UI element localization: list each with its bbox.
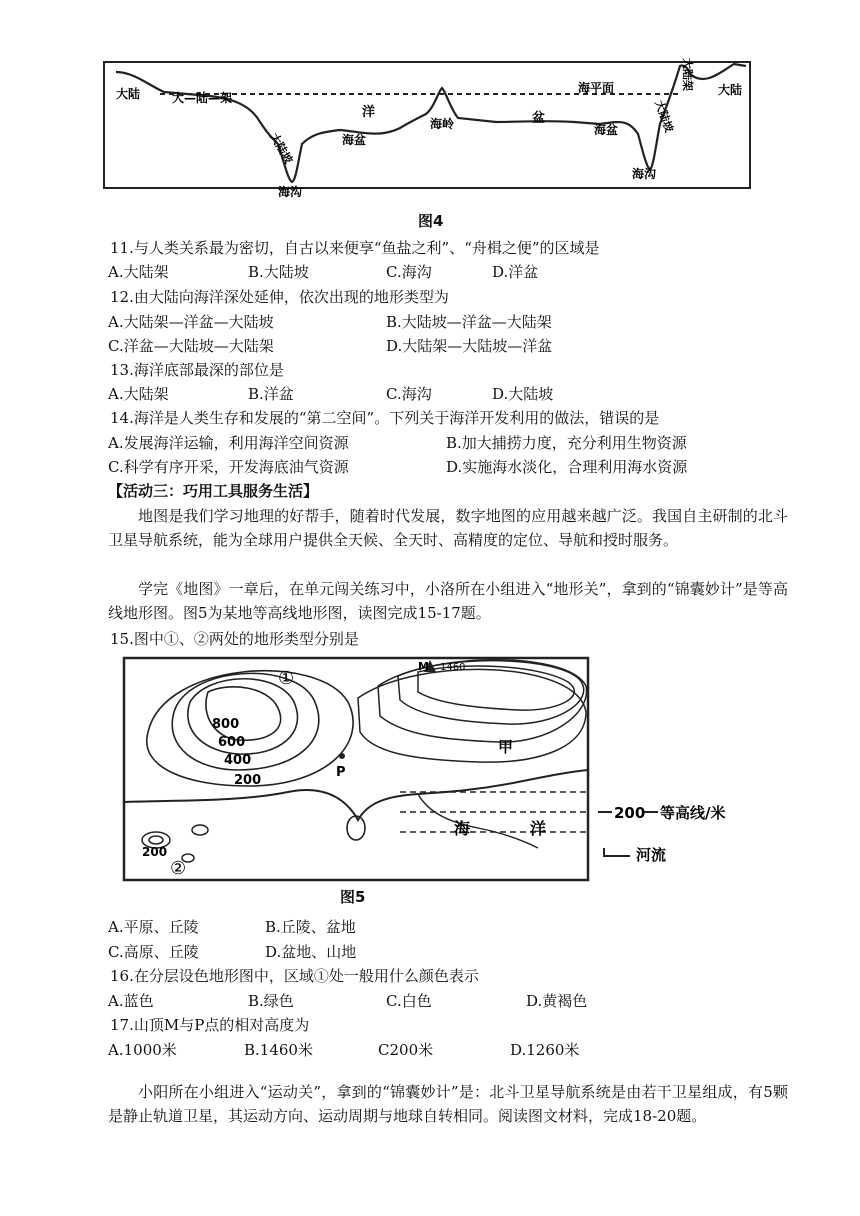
label-trench-right: 海沟 (632, 167, 657, 181)
q13-stem: 13.海洋底部最深的部位是 (110, 361, 284, 379)
label-region-2: ② (170, 858, 187, 879)
q17-option-b: B.1460米 (244, 1041, 313, 1059)
q14-option-a: A.发展海洋运输，利用海洋空间资源 (108, 434, 349, 452)
label-contour-800: 800 (212, 717, 240, 732)
contour-mountain-4 (358, 669, 586, 762)
label-continent-left: 大陆 (116, 87, 141, 101)
label-contour-200b: 200 (142, 845, 168, 859)
q15-option-c: C.高原、丘陵 (108, 943, 199, 961)
legend-river-label: 河流 (636, 846, 667, 864)
q11-option-a: A.大陆架 (108, 263, 169, 281)
label-slope-left: 大陆坡 (267, 131, 296, 167)
label-jia: 甲 (498, 738, 514, 756)
q11-option-d: D.洋盆 (492, 263, 539, 281)
label-shelf-right: 大陆架 (681, 58, 694, 91)
contour-map-diagram (118, 652, 768, 884)
river (418, 794, 538, 848)
q16-option-a: A.蓝色 (108, 992, 154, 1010)
q17-option-d: D.1260米 (510, 1041, 580, 1059)
figure-4-ocean-floor-profile (100, 52, 760, 210)
q11-option-c: C.海沟 (386, 263, 432, 281)
contour-800 (206, 687, 281, 740)
q12-option-c: C.洋盆—大陆坡—大陆架 (108, 337, 274, 355)
label-sea-level: 海平面 (578, 81, 615, 95)
ocean-profile-diagram (100, 52, 760, 210)
q14-option-b: B.加大捕捞力度，充分利用生物资源 (446, 434, 687, 452)
q16-option-d: D.黄褐色 (526, 992, 588, 1010)
figure-5-contour-map (118, 652, 768, 884)
q17-stem: 17.山顶M与P点的相对高度为 (110, 1016, 310, 1034)
label-sea-char-1: 海 (454, 819, 471, 838)
label-basin-char: 盆 (532, 111, 546, 126)
label-basin-right: 海盆 (594, 123, 619, 137)
legend-contour-label: 等高线/米 (660, 804, 726, 822)
q12-option-d: D.大陆架—大陆坡—洋盆 (386, 337, 553, 355)
island-inner (149, 836, 163, 844)
island-small-1 (192, 825, 208, 835)
q14-option-d: D.实施海水淡化，合理利用海水资源 (446, 458, 688, 476)
label-region-1: ① (278, 668, 295, 689)
q16-option-b: B.绿色 (248, 992, 294, 1010)
point-p-marker (339, 753, 345, 759)
q13-option-d: D.大陆坡 (492, 385, 554, 403)
label-slope-right: 大陆坡 (652, 98, 676, 135)
island-near-coast (347, 816, 365, 840)
label-contour-200a: 200 (234, 773, 262, 788)
q12-option-b: B.大陆坡—洋盆—大陆架 (386, 313, 552, 331)
figure-5-caption: 图5 (340, 888, 366, 906)
closing-paragraph: 小阳所在小组进入“运动关”，拿到的“锦囊妙计”是：北斗卫星导航系统是由若干卫星组成，有5颗是静止轨道卫星，其运动方向、运动周期与地球自转相同。阅读图文材料，完成18-20题。 (108, 1083, 788, 1125)
map-frame (124, 658, 588, 880)
label-basin-left: 海盆 (342, 133, 367, 147)
q11-stem: 11.与人类关系最为密切，自古以来便享“鱼盐之利”、“舟楫之便”的区域是 (110, 239, 600, 257)
label-peak-m: M (418, 660, 429, 673)
q13-option-b: B.洋盆 (248, 385, 294, 403)
label-continent-right: 大陆 (718, 83, 743, 97)
q13-option-a: A.大陆架 (108, 385, 169, 403)
q16-stem: 16.在分层设色地形图中，区域①处一般用什么颜色表示 (110, 967, 479, 985)
contour-mountain-3 (378, 660, 587, 742)
legend-contour-value: 200 (614, 804, 646, 822)
label-ocean-char: 洋 (362, 105, 376, 120)
q14-option-c: C.科学有序开采，开发海底油气资源 (108, 458, 349, 476)
q12-stem: 12.由大陆向海洋深处延伸，依次出现的地形类型为 (110, 288, 449, 306)
q17-option-c: C200米 (378, 1041, 434, 1059)
label-contour-400: 400 (224, 753, 252, 768)
activity-3-title: 【活动三：巧用工具服务生活】 (108, 482, 319, 500)
q16-option-c: C.白色 (386, 992, 432, 1010)
coastline (124, 770, 588, 820)
q15-option-b: B.丘陵、盆地 (265, 918, 356, 936)
figure-4-caption: 图4 (418, 212, 444, 230)
label-contour-600: 600 (218, 735, 246, 750)
q15-option-a: A.平原、丘陵 (108, 918, 199, 936)
q13-option-c: C.海沟 (386, 385, 432, 403)
label-shelf-left: 大—陆—架 (172, 91, 233, 105)
label-ridge: 海岭 (430, 117, 455, 131)
q14-stem: 14.海洋是人类生存和发展的“第二空间”。下列关于海洋开发利用的做法，错误的是 (110, 409, 660, 427)
label-peak-height: 1460 (440, 662, 466, 673)
q17-option-a: A.1000米 (108, 1041, 177, 1059)
q15-option-d: D.盆地、山地 (265, 943, 357, 961)
q15-stem: 15.图中①、②两处的地形类型分别是 (110, 630, 359, 648)
label-sea-char-2: 洋 (530, 819, 547, 838)
q12-option-a: A.大陆架—洋盆—大陆坡 (108, 313, 274, 331)
label-trench-left: 海沟 (278, 185, 303, 199)
label-point-p: P (336, 765, 346, 780)
activity-3-paragraph-2: 学完《地图》一章后，在单元闯关练习中，小洛所在小组进入“地形关”，拿到的“锦囊妙计”是等高线地形图。图5为某地等高线地形图，读图完成15-17题。 (108, 580, 788, 622)
activity-3-paragraph-1: 地图是我们学习地理的好帮手，随着时代发展，数字地图的应用越来越广泛。我国自主研制的北斗卫星导航系统，能为全球用户提供全天候、全天时、高精度的定位、导航和授时服务。 (108, 507, 788, 549)
legend-river-icon (604, 848, 630, 856)
q11-option-b: B.大陆坡 (248, 263, 309, 281)
